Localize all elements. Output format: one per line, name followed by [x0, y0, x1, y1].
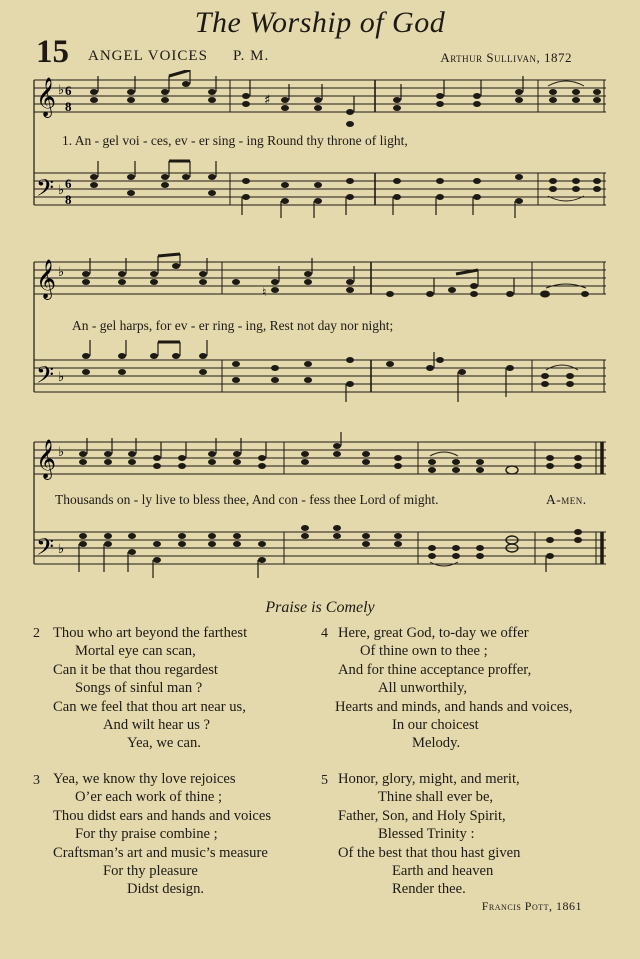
svg-text:𝄢: 𝄢	[36, 174, 55, 207]
verse-line: All unworthily,	[378, 680, 468, 697]
verse-line: And wilt hear us ?	[103, 717, 210, 734]
verse-line: Honor, glory, might, and merit,	[338, 771, 520, 787]
verse-4	[335, 624, 573, 753]
verse-line: Render thee.	[392, 881, 466, 898]
lyric-line-1: 1. An - gel voi - ces, ev - er sing - ing Round thy throne of light,	[62, 133, 408, 148]
svg-text:6: 6	[65, 176, 72, 191]
verse-3	[53, 770, 271, 899]
verse-2	[53, 624, 247, 753]
author-credit: Francis Pott, 1861	[481, 899, 582, 913]
svg-text:8: 8	[65, 99, 72, 114]
verse-2-number: 2	[33, 626, 40, 641]
verse-line: Hearts and minds, and hands and voices,	[335, 698, 573, 715]
verse-line: In our choicest	[392, 717, 479, 734]
svg-text:𝄞: 𝄞	[36, 77, 57, 117]
svg-text:♭: ♭	[58, 445, 65, 460]
verse-line: Thou didst ears and hands and voices	[53, 807, 272, 824]
verse-5-number: 5	[321, 773, 328, 788]
verse-line: For thy pleasure	[103, 863, 198, 880]
verse-line: O’er each work of thine ;	[75, 789, 223, 806]
section-title: The Worship of God	[194, 6, 446, 39]
verse-line: And for thine acceptance proffer,	[338, 661, 532, 678]
svg-text:♭: ♭	[58, 542, 65, 557]
verse-line: Yea, we can.	[127, 735, 201, 752]
verse-line: Here, great God, to-day we offer	[338, 625, 529, 641]
svg-text:𝄢: 𝄢	[36, 361, 55, 394]
verse-line: Can it be that thou regardest	[53, 661, 218, 678]
svg-text:♭: ♭	[58, 370, 65, 385]
svg-text:♮: ♮	[262, 285, 267, 299]
verse-line: For thy praise combine ;	[75, 826, 218, 843]
hymn-meter: P. M.	[233, 48, 270, 64]
verse-line: Blessed Trinity :	[378, 826, 475, 843]
verse-3-number: 3	[33, 773, 40, 788]
verse-line: Yea, we know thy love rejoices	[53, 771, 236, 787]
svg-text:8: 8	[65, 192, 72, 207]
verse-line: Of thine own to thee ;	[360, 643, 488, 660]
lyric-line-3: Thousands on - ly live to bless thee, And con - fess thee Lord of might.	[55, 492, 439, 507]
verse-line: Melody.	[412, 735, 461, 752]
verse-line: Thine shall ever be,	[378, 789, 494, 806]
hymn-tune-name: ANGEL VOICES	[88, 48, 208, 64]
svg-text:♭: ♭	[58, 183, 65, 198]
verse-line: Of the best that thou hast given	[338, 844, 521, 861]
svg-text:𝄞: 𝄞	[36, 259, 57, 299]
composer-credit: Arthur Sullivan, 1872	[440, 50, 572, 65]
verse-line: Songs of sinful man ?	[75, 680, 203, 697]
poem-title: Praise is Comely	[265, 599, 375, 616]
svg-text:6: 6	[65, 83, 72, 98]
verse-line: Father, Son, and Holy Spirit,	[338, 807, 506, 824]
svg-text:♭: ♭	[58, 83, 65, 98]
amen-lyric: A-men.	[546, 492, 587, 507]
svg-text:♯: ♯	[264, 93, 271, 108]
verse-line: Didst design.	[127, 881, 205, 898]
svg-text:𝄢: 𝄢	[36, 533, 55, 566]
lyric-line-2: An - gel harps, for ev - er ring - ing, Rest not day nor night;	[72, 318, 394, 333]
verse-4-number: 4	[321, 626, 328, 641]
verse-line: Can we feel that thou art near us,	[53, 698, 246, 715]
verse-line: Thou who art beyond the farthest	[53, 625, 248, 641]
verse-line: Craftsman’s art and music’s measure	[53, 844, 268, 861]
verse-line: Earth and heaven	[392, 863, 494, 880]
verse-5	[338, 770, 520, 899]
svg-text:♭: ♭	[58, 265, 65, 280]
svg-text:𝄞: 𝄞	[36, 439, 57, 479]
hymn-number: 15	[36, 34, 69, 70]
verse-line: Mortal eye can scan,	[75, 643, 196, 660]
